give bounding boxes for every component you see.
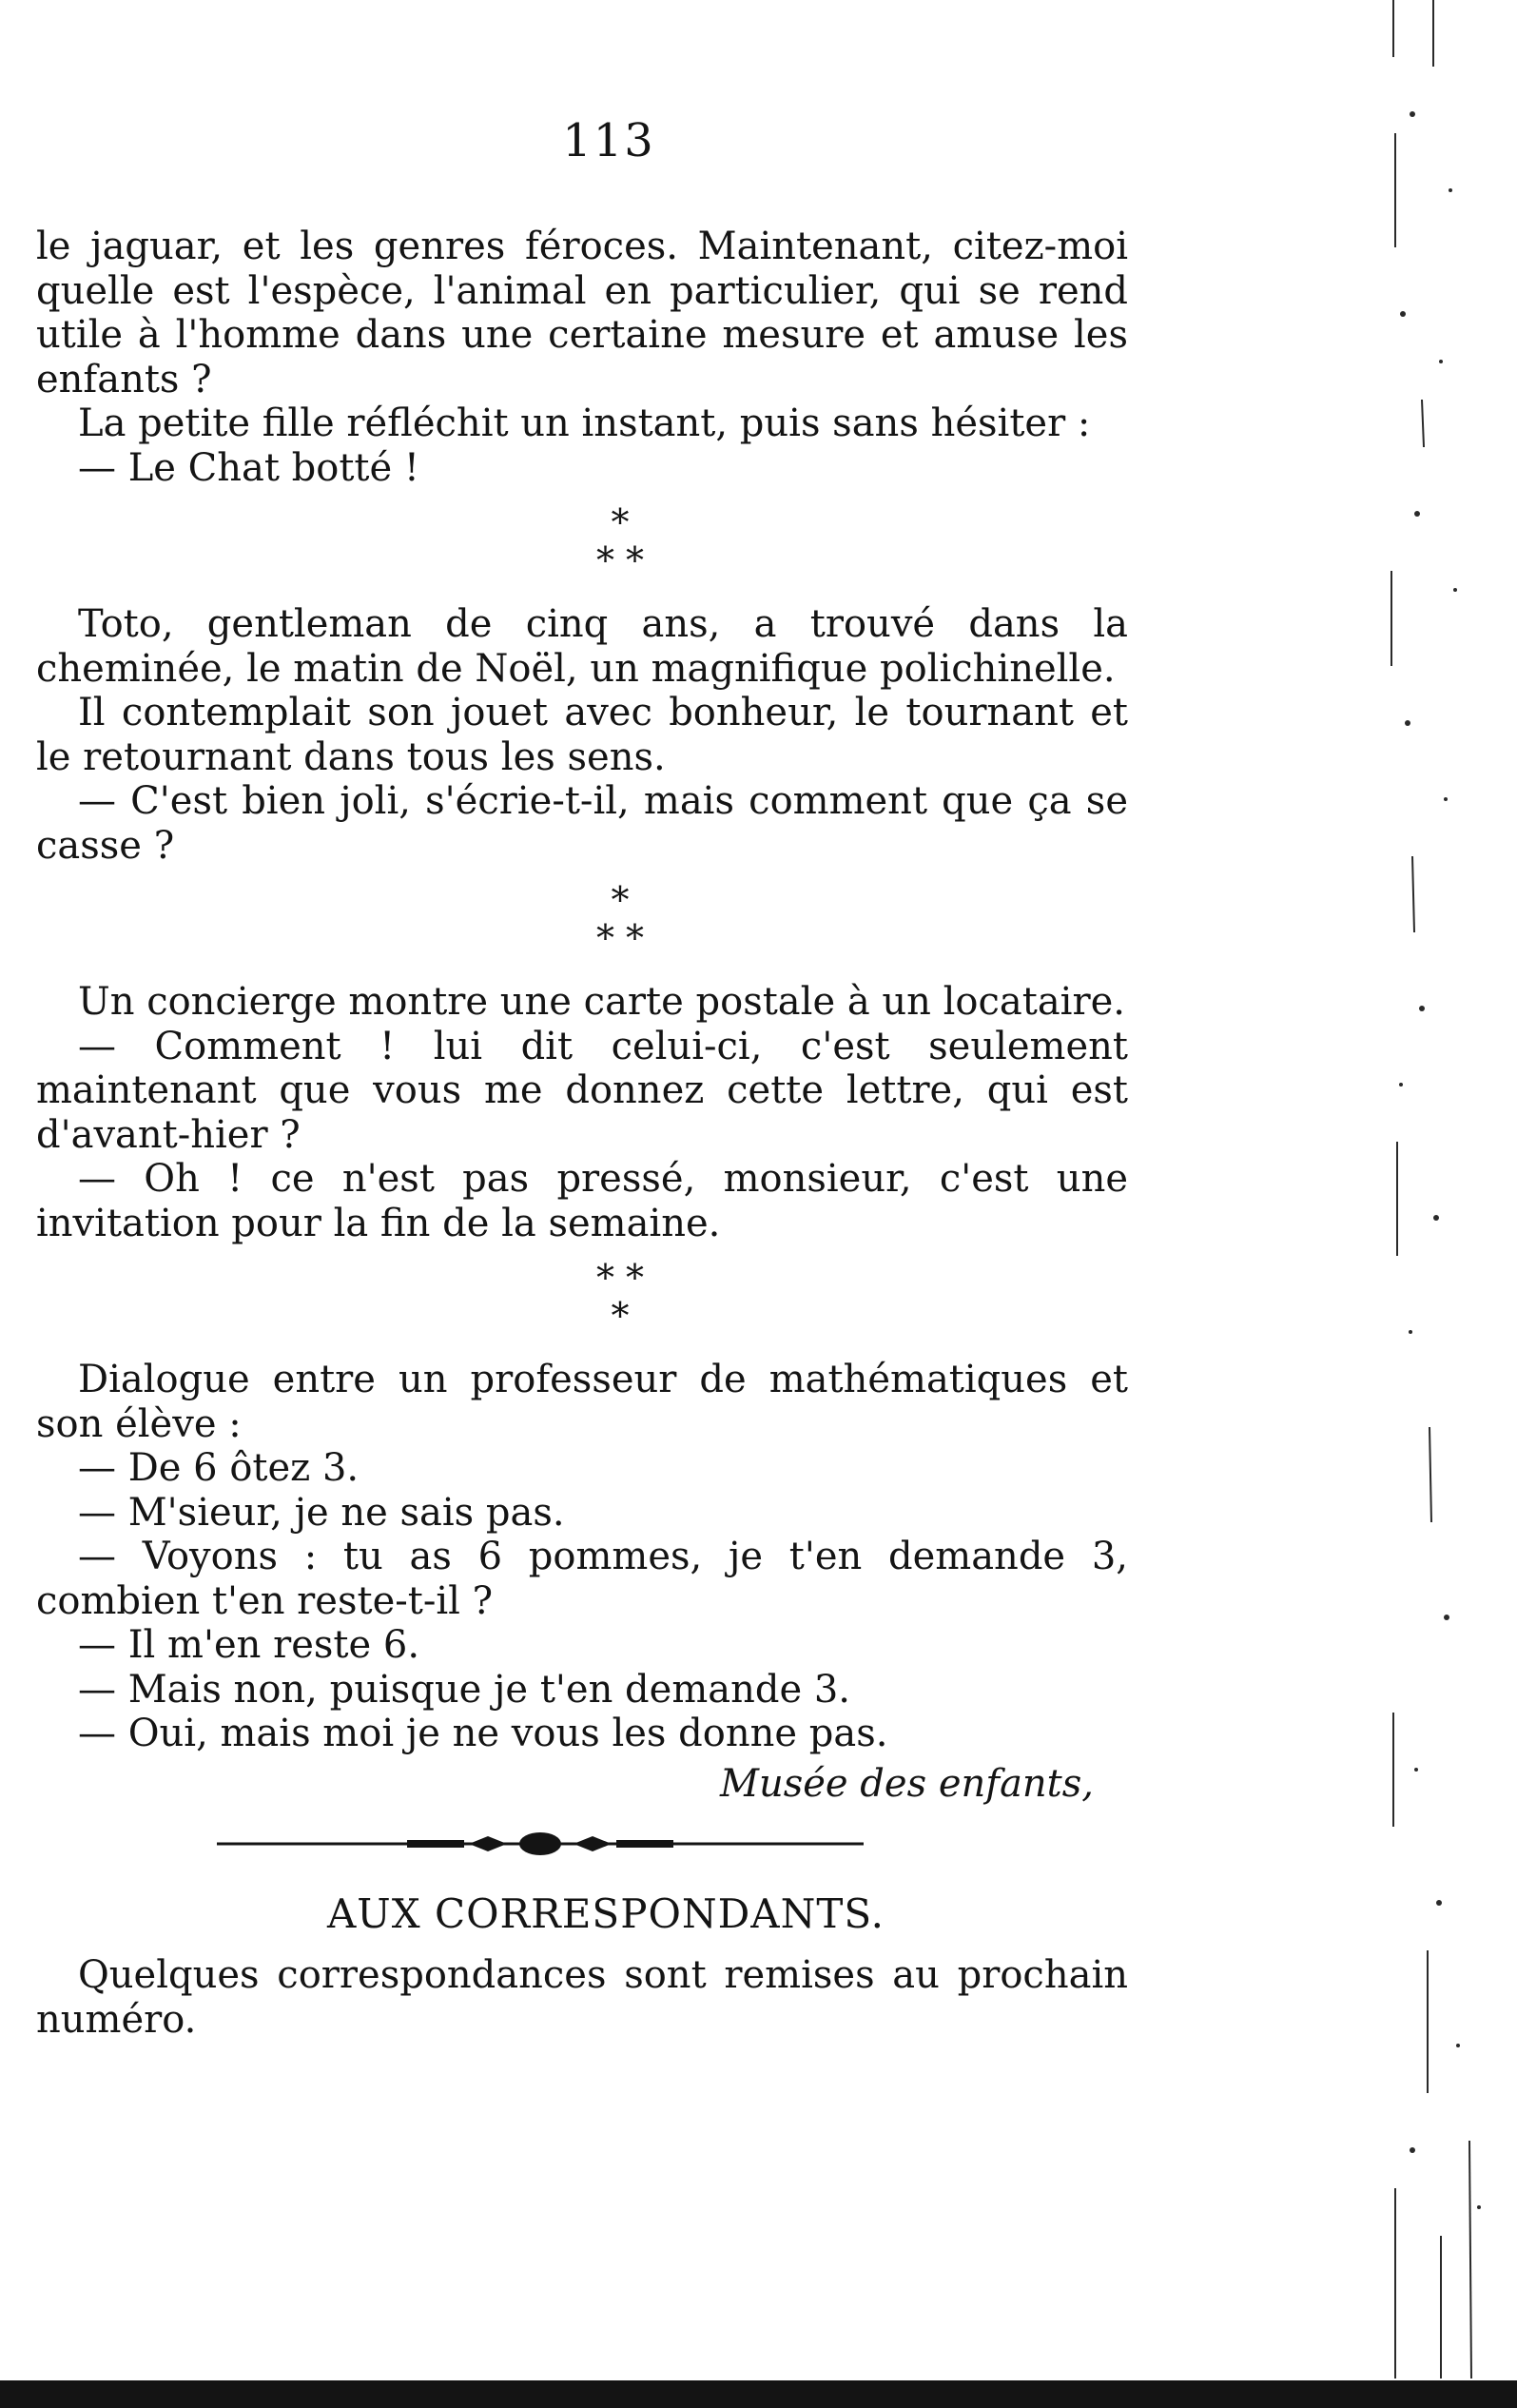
paragraph-concierge: Un concierge montre une carte postale à un locataire.	[78, 980, 1125, 1024]
text-column	[36, 225, 1128, 2042]
paragraph-invitation: — Oh ! ce n'est pas pressé, monsieur, c'est une invitation pour la fin de la semaine.	[36, 1157, 1128, 1245]
page-number: 113	[562, 114, 655, 167]
asterism-divider	[36, 881, 1128, 957]
dialogue-line: — De 6 ôtez 3.	[78, 1446, 360, 1490]
attribution: Musée des enfants,	[720, 1761, 1094, 1806]
paragraph-jaguar: le jaguar, et les genres féroces. Maintenant, citez-moi quelle est l'espèce, l'animal en particulier, qui se rend utile à l'homme dans une certaine mesure et amuse les enfants ?	[36, 225, 1128, 401]
paragraph-correspondances: Quelques correspondances sont remises au prochain numéro.	[36, 1953, 1128, 2042]
paragraph-toto: Toto, gentleman de cinq ans, a trouvé dans la cheminée, le matin de Noël, un magnifique polichinelle.	[36, 602, 1128, 691]
asterism-top: * *	[595, 1257, 645, 1299]
asterism-bottom: *	[611, 1295, 630, 1337]
asterism-bottom: * *	[595, 917, 645, 959]
paragraph-contemplait: Il contemplait son jouet avec bonheur, le tournant et le retournant dans tous les sens.	[36, 691, 1128, 779]
paragraph-chat-botte: — Le Chat botté !	[78, 445, 419, 490]
paragraph-comment: — Comment ! lui dit celui-ci, c'est seulement maintenant que vous me donnez cette lettre, qui est d'avant-hier ?	[36, 1024, 1128, 1157]
asterism-divider	[36, 1259, 1128, 1335]
paragraph-joli: — C'est bien joli, s'écrie-t-il, mais comment que ça se casse ?	[36, 779, 1128, 868]
dialogue-line: — Oui, mais moi je ne vous les donne pas.	[78, 1712, 888, 1755]
paragraph-petite-fille: La petite fille réfléchit un instant, puis sans hésiter :	[78, 401, 1091, 445]
asterism-divider	[36, 503, 1128, 579]
dialogue-line: — Il m'en reste 6.	[78, 1623, 420, 1667]
ornamental-rule	[217, 1827, 864, 1861]
asterism-bottom: * *	[595, 539, 645, 581]
asterism-top: *	[611, 501, 630, 543]
scan-edge-texture	[1384, 0, 1517, 2408]
asterism-top: *	[611, 879, 630, 921]
dialogue-line: — Mais non, puisque je t'en demande 3.	[78, 1667, 851, 1712]
dialogue-line: — M'sieur, je ne sais pas.	[78, 1490, 565, 1535]
bottom-rule	[0, 2380, 1517, 2408]
dialogue-line: — Voyons : tu as 6 pommes, je t'en demande 3, combien t'en reste-t-il ?	[36, 1535, 1128, 1623]
section-title: AUX CORRESPONDANTS.	[326, 1889, 885, 1937]
paragraph-dialogue: Dialogue entre un professeur de mathématiques et son élève :	[36, 1358, 1128, 1446]
